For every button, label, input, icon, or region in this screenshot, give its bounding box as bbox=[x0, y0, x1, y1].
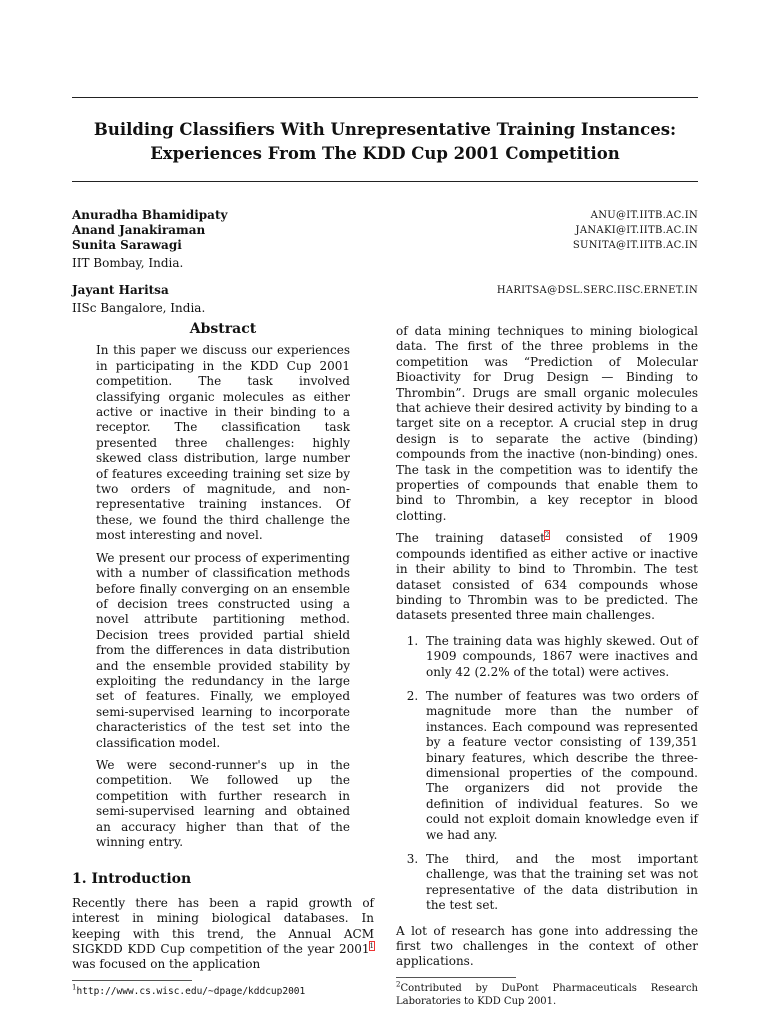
author-row bbox=[72, 238, 698, 253]
author-block-2 bbox=[72, 283, 698, 316]
affiliation: IIT Bombay, India. bbox=[72, 256, 184, 270]
abstract-body bbox=[72, 343, 374, 850]
list-item: 1. The training data was highly skewed. Out of 1909 compounds, 1867 were inactives and only 42 (2.2% of the total) were actives. bbox=[422, 634, 698, 680]
author-name: Jayant Haritsa bbox=[72, 283, 169, 297]
author-row bbox=[72, 223, 698, 238]
challenge-list bbox=[396, 634, 698, 914]
footnote-url[interactable]: http://www.cs.wisc.edu/~dpage/kddcup2001 bbox=[76, 985, 306, 997]
abstract-paragraph: We present our process of experimenting with a number of classification methods before finally converging on an ensemble of decision trees constructed using a novel attribute partitioning method. Decision trees provided partial shield from the differences in data distribution and the ensemble provided stability by exploiting the redundancy in the large set of features. Finally, we employed semi-supervised learning to incorporate characteristics of the test set into the classification model. bbox=[96, 550, 350, 750]
abstract-paragraph: We were second-runner's up in the competition. We followed up the competition with further research in semi-supervised learning and obtained an accuracy higher than that of the winning entry. bbox=[96, 757, 350, 849]
body-paragraph: A lot of research has gone into addressing the first two challenges in the context of other applications. bbox=[396, 923, 698, 969]
author-email: HARITSA@DSL.SERC.IISC.ERNET.IN bbox=[496, 285, 698, 296]
footnote-mark: 1 bbox=[72, 983, 77, 992]
title-line-2: Experiences From The KDD Cup 2001 Competition bbox=[150, 144, 620, 163]
section-heading: 1. Introduction bbox=[72, 871, 192, 888]
title-bottom-rule bbox=[72, 181, 698, 182]
footnote-ref-1[interactable]: 1 bbox=[369, 942, 374, 951]
author-row bbox=[72, 283, 698, 298]
footnote-ref-2[interactable]: 2 bbox=[544, 531, 550, 540]
author-row bbox=[72, 208, 698, 223]
list-item: 2. The number of features was two orders of magnitude more than the number of instances. Each compound was represented by a feature vector consisting of 139,351 binary features, which describe the three-dimensional properties of the compound. The organizers did not provide the definition of individual features. So we could not exploit domain knowledge even if we had any. bbox=[422, 689, 698, 843]
top-rule bbox=[72, 97, 698, 98]
left-column bbox=[72, 322, 374, 998]
author-email: JANAKI@IT.IITB.AC.IN bbox=[575, 225, 698, 236]
abstract-heading: Abstract bbox=[189, 321, 257, 337]
footnote-rule bbox=[72, 980, 192, 981]
body-paragraph: of data mining techniques to mining biological data. The first of the three problems in the competition was “Prediction of Molecular Bioactivity for Drug Design — Binding to Thrombin”. Drugs are small organic molecules that achieve their desired activity by binding to a target site on a receptor. A crucial step in drug design is to separate the active (binding) compounds from the inactive (non-binding) ones. The task in the competition was to identify the properties of compounds that enable them to bind to Thrombin, a key receptor in blood clotting. bbox=[396, 324, 698, 523]
right-column bbox=[396, 324, 698, 1008]
author-name: Anand Janakiraman bbox=[72, 223, 206, 237]
footnote-2 bbox=[396, 977, 698, 1008]
affiliation: IISc Bangalore, India. bbox=[72, 301, 206, 315]
list-item: 3. The third, and the most important challenge, was that the training set was not representative of the data distribution in the test set. bbox=[422, 852, 698, 914]
abstract-paragraph: In this paper we discuss our experiences in participating in the KDD Cup 2001 competition. The task involved classifying organic molecules as either active or inactive in their binding to a receptor. The classification task presented three challenges: highly skewed class distribution, large number of features exceeding training set size by two orders of magnitude, and non-representative training instances. Of these, we found the third challenge the most interesting and novel. bbox=[96, 343, 350, 543]
footnote-mark: 2 bbox=[396, 980, 401, 989]
footnote-1 bbox=[72, 980, 374, 998]
author-block-1 bbox=[72, 208, 698, 271]
author-email: ANU@IT.IITB.AC.IN bbox=[590, 210, 698, 221]
paper-title bbox=[72, 118, 698, 166]
author-name: Sunita Sarawagi bbox=[72, 238, 182, 252]
title-line-1: Building Classifiers With Unrepresentative Training Instances: bbox=[93, 120, 677, 139]
body-paragraph bbox=[396, 531, 698, 623]
footnote-text: Contributed by DuPont Pharmaceuticals Research Laboratories to KDD Cup 2001. bbox=[396, 982, 698, 1007]
body-text: The training dataset bbox=[396, 531, 545, 546]
body-text: consisted of 1909 compounds identified as either active or inactive in their ability to bind to Thrombin. The test dataset consisted of 634 compounds whose binding to Thrombin was to be predicted. The datasets presented three main challenges. bbox=[396, 531, 698, 623]
author-name: Anuradha Bhamidipaty bbox=[72, 208, 228, 222]
intro-text-end: was focused on the application bbox=[72, 957, 261, 972]
author-email: SUNITA@IT.IITB.AC.IN bbox=[572, 240, 698, 251]
intro-paragraph bbox=[72, 896, 374, 973]
footnote-rule bbox=[396, 977, 516, 978]
intro-text: Recently there has been a rapid growth of interest in mining biological databases. In keeping with this trend, the Annual ACM SIGKDD KDD Cup competition of the year 2001 bbox=[72, 895, 374, 957]
